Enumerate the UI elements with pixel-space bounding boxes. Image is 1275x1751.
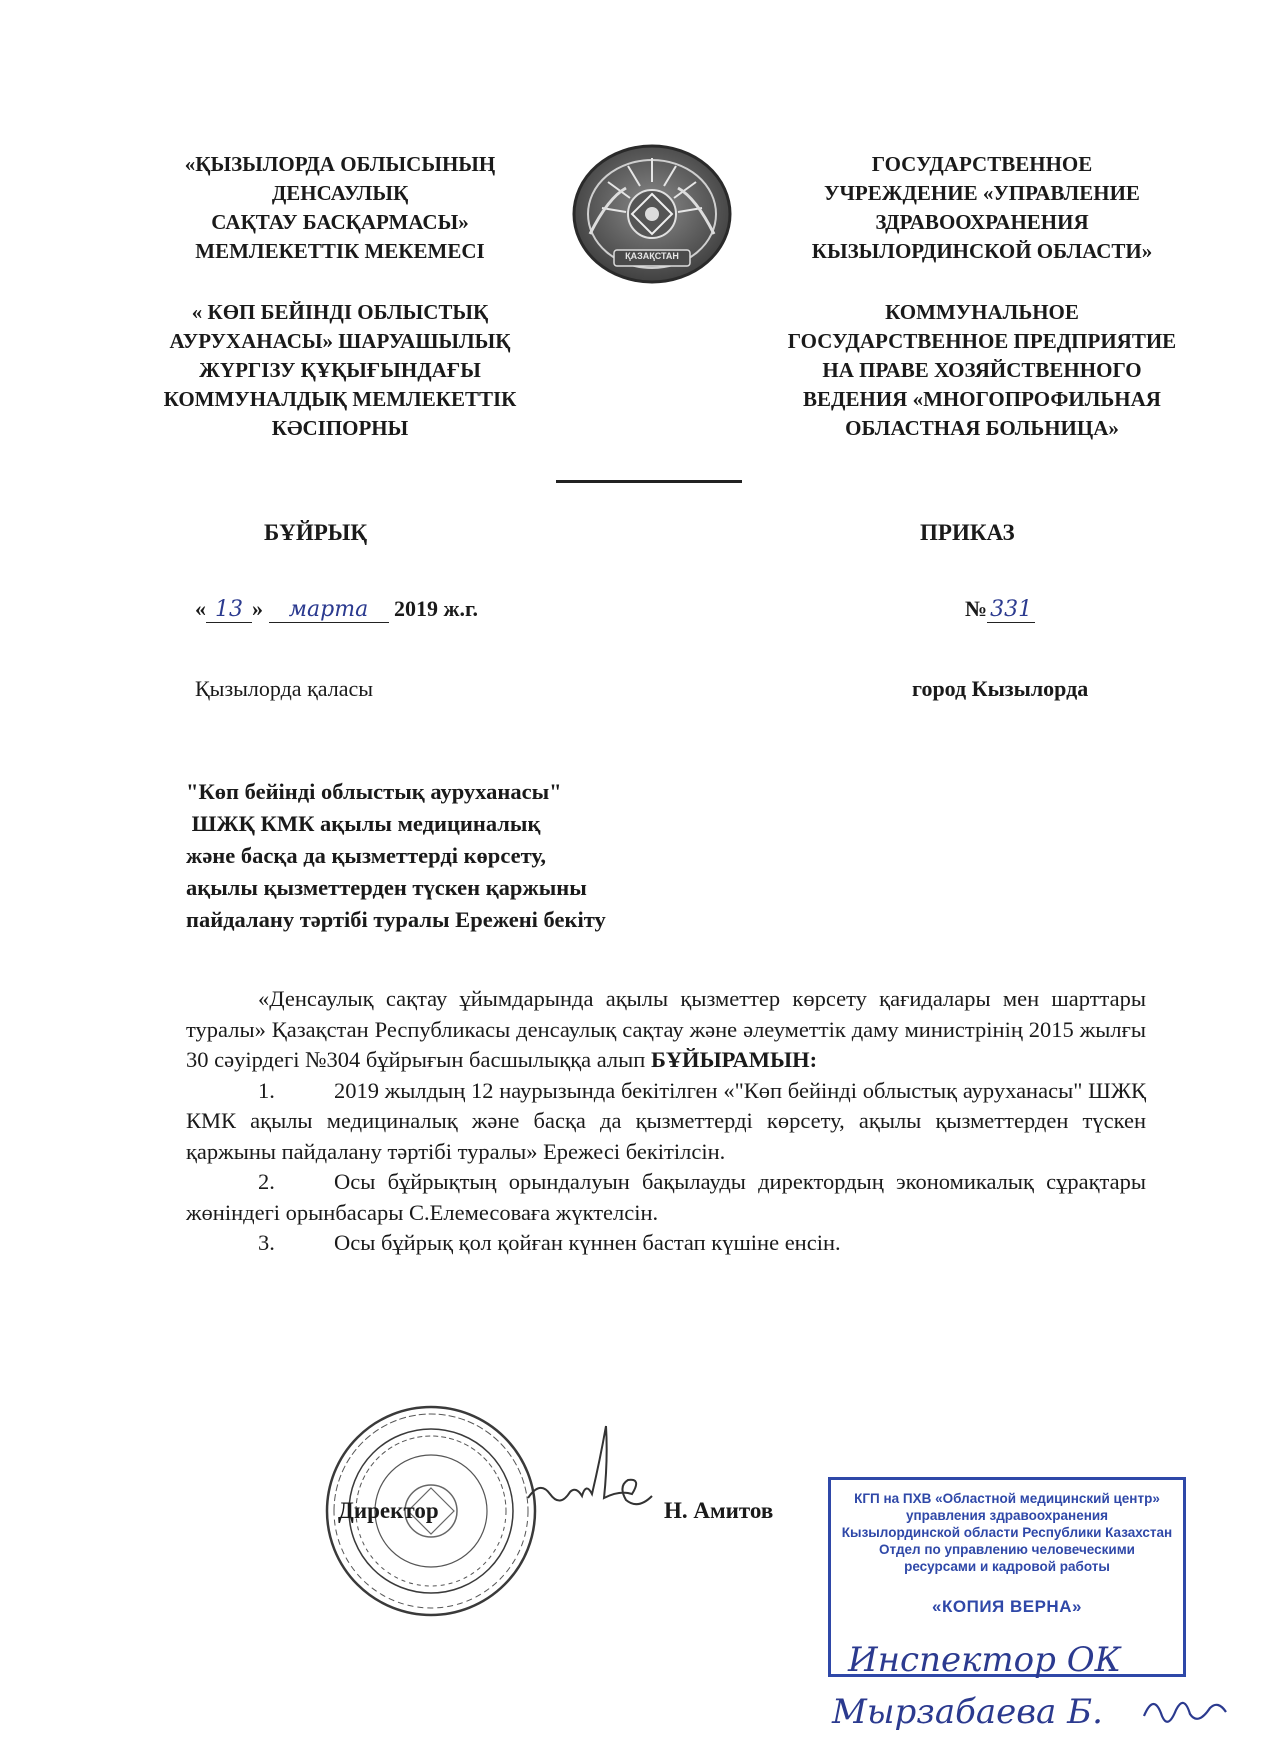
order-body	[186, 984, 1146, 1259]
signature-name: Н. Амитов	[664, 1498, 774, 1523]
city-ru: город Кызылорда	[912, 676, 1089, 701]
order-item-text: 2019 жылдың 12 наурызында бекітілген «"Көп бейінді облыстық ауруханасы" ШЖҚ КМК ақылы медициналық және басқа да қызметтерді көрсету, ақылы қызметтерден түскен қаржыны пайдалану тәртібі туралы» Ережесі бекітілсін.	[186, 1077, 1146, 1164]
stamp-copy-label: «КОПИЯ ВЕРНА»	[932, 1597, 1082, 1616]
order-number-prefix: №	[965, 596, 988, 621]
header-ru-org-line: УЧРЕЖДЕНИЕ «УПРАВЛЕНИЕ	[824, 181, 1140, 205]
header-kz-org-line: МЕМЛЕКЕТТІК МЕКЕМЕСІ	[195, 239, 485, 263]
date-open-quote: «	[195, 596, 206, 621]
order-item-number: 2.	[258, 1169, 275, 1194]
date-day: 13	[206, 597, 252, 623]
order-item-text: Осы бұйрық қол қойған күннен бастап күшіне енсін.	[334, 1230, 841, 1255]
header-ru-enterprise	[752, 298, 1212, 443]
header-kz-org-line: САҚТАУ БАСҚАРМАСЫ»	[211, 210, 469, 234]
preamble-text: «Денсаулық сақтау ұйымдарында ақылы қызметтер көрсету қағидалары мен шарттары туралы» Қазақстан Республикасы денсаулық сақтау және әлеуметтік даму министрінің 2015 жылғы 30 сәуірдегі №304 бұйрығын басшылыққа алып	[186, 986, 1146, 1072]
title-ru: ПРИКАЗ	[920, 520, 1015, 545]
preamble-order-word: БҰЙЫРАМЫН:	[650, 1047, 818, 1072]
header-ru-ent-line: ВЕДЕНИЯ «МНОГОПРОФИЛЬНАЯ	[803, 387, 1161, 411]
header-ru-org-line: ГОСУДАРСТВЕННОЕ	[871, 152, 1093, 176]
stamp-line: Отдел по управлению человеческими	[879, 1542, 1135, 1557]
order-item-text: Осы бұйрықтың орындалуын бақылауды директордың экономикалық сұрақтары жөніндегі орынбасары С.Елемесоваға жүктелсін.	[186, 1169, 1146, 1225]
subject-line: "Көп бейінді облыстық ауруханасы"	[186, 779, 562, 804]
order-number	[965, 596, 1035, 623]
header-ru-org	[772, 150, 1192, 266]
header-ru-org-line: КЫЗЫЛОРДИНСКОЙ ОБЛАСТИ»	[811, 239, 1153, 263]
header-kz-org-line: ДЕНСАУЛЫҚ	[271, 181, 409, 205]
header-divider	[556, 480, 742, 483]
stamp-line: управления здравоохранения	[905, 1508, 1109, 1523]
header-ru-ent-line: ГОСУДАРСТВЕННОЕ ПРЕДПРИЯТИЕ	[787, 329, 1177, 353]
header-kz-org	[140, 150, 540, 266]
header-kz-ent-line: ЖҮРГІЗУ ҚҰҚЫҒЫНДАҒЫ	[199, 358, 481, 382]
order-item-number: 1.	[258, 1077, 275, 1103]
stamp-line: ресурсами и кадровой работы	[904, 1559, 1110, 1574]
header-kz-ent-line: КӘСІПОРНЫ	[271, 416, 409, 440]
city-kz: Қызылорда қаласы	[195, 676, 374, 701]
order-date	[195, 596, 478, 623]
header-ru-ent-line: ОБЛАСТНАЯ БОЛЬНИЦА»	[845, 416, 1119, 440]
header-kz-org-line: «ҚЫЗЫЛОРДА ОБЛЫСЫНЫҢ	[184, 152, 496, 176]
preamble	[186, 984, 1146, 1076]
stamp-handwritten-name: Мырзабаева Б.	[832, 1692, 1103, 1732]
subject-line: және басқа да қызметтерді көрсету,	[186, 843, 546, 868]
order-number-value: 331	[987, 597, 1035, 623]
header-kz-ent-line: АУРУХАНАСЫ» ШАРУАШЫЛЫҚ	[169, 329, 511, 353]
stamp-line: КГП на ПХВ «Областной медицинский центр»	[854, 1491, 1160, 1506]
title-kz: БҰЙРЫҚ	[264, 520, 368, 545]
director-handwritten-signature	[520, 1420, 660, 1530]
date-year: 2019 ж.г.	[394, 596, 478, 621]
subject-line: ШЖҚ КМК ақылы медициналық	[186, 811, 541, 836]
emblem-ribbon-text: ҚАЗАҚСТАН	[625, 251, 679, 261]
header-ru-ent-line: НА ПРАВЕ ХОЗЯЙСТВЕННОГО	[822, 358, 1142, 382]
stamp-handwritten-initials	[1140, 1686, 1230, 1736]
date-month: марта	[269, 597, 389, 623]
order-item	[186, 1076, 1146, 1168]
subject-line: пайдалану тәртібі туралы Ережені бекіту	[186, 907, 606, 932]
stamp-handwritten-role: Инспектор ОК	[848, 1640, 1121, 1680]
stamp-line: Кызылординской области Республики Казахстан	[841, 1525, 1173, 1540]
header-kz-enterprise	[120, 298, 560, 443]
order-subject	[186, 776, 606, 936]
header-ru-ent-line: КОММУНАЛЬНОЕ	[885, 300, 1079, 324]
order-item	[186, 1167, 1146, 1228]
date-close-quote: »	[252, 596, 263, 621]
subject-line: ақылы қызметтерден түскен қаржыны	[186, 875, 587, 900]
state-emblem	[568, 138, 736, 286]
signature-position: Директор	[338, 1498, 439, 1523]
order-item-number: 3.	[258, 1230, 275, 1255]
header-ru-org-line: ЗДРАВООХРАНЕНИЯ	[875, 210, 1089, 234]
header-kz-ent-line: КОММУНАЛДЫҚ МЕМЛЕКЕТТІК	[163, 387, 517, 411]
order-item	[186, 1228, 1146, 1259]
header-kz-ent-line: « КӨП БЕЙІНДІ ОБЛЫСТЫҚ	[191, 300, 489, 324]
